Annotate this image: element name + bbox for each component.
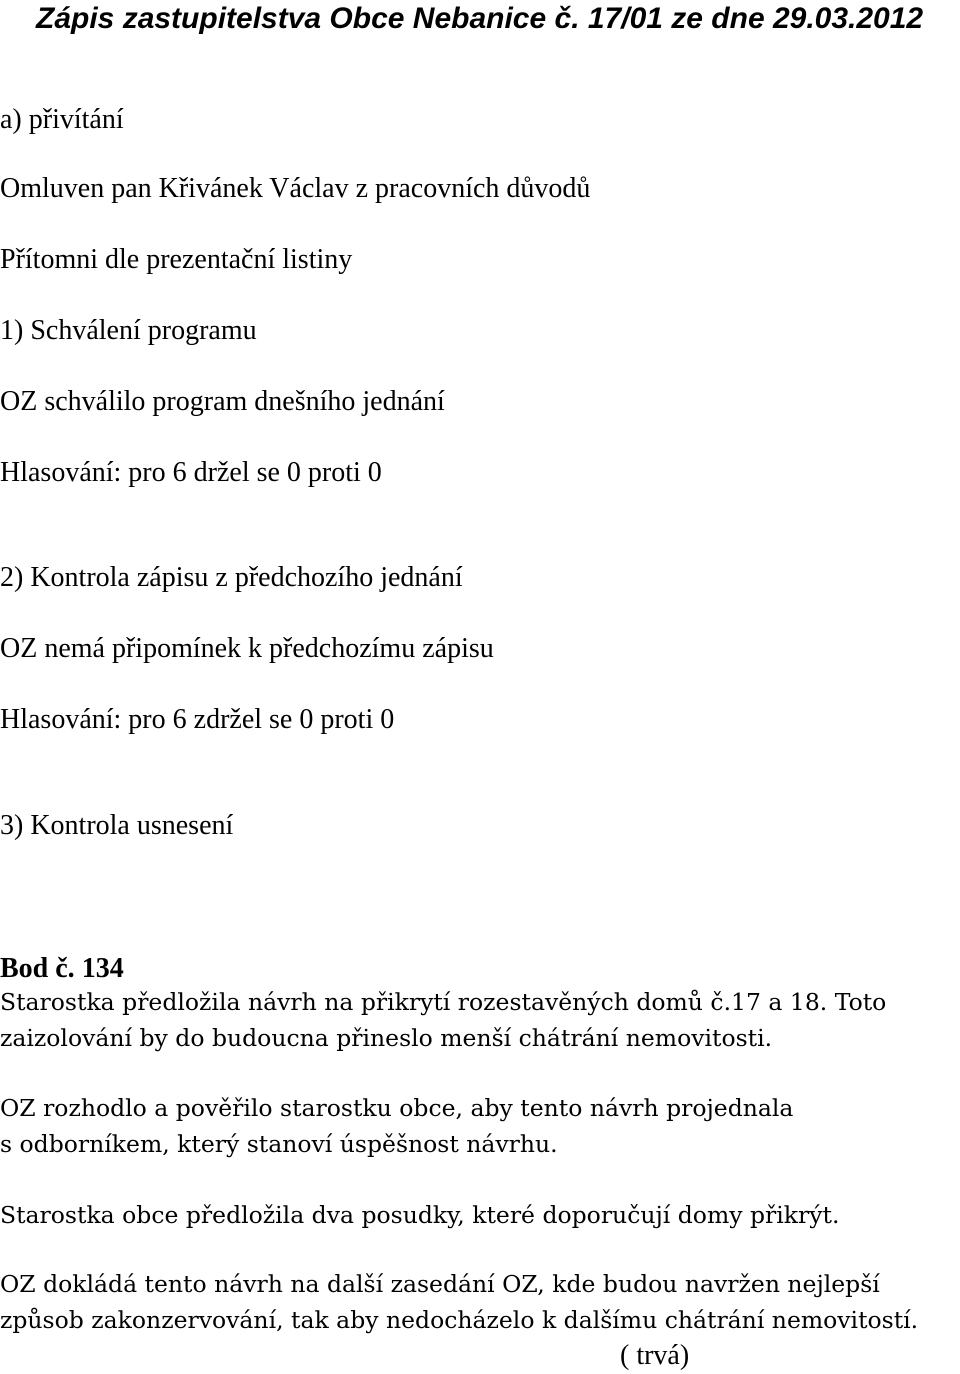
paragraph-line-6: OZ dokládá tento návrh na další zasedání OZ, kde budou navržen nejlepší [0, 1270, 880, 1298]
paragraph-line-2: zaizolování by do budoucna přineslo menší chátrání nemovitosti. [0, 1024, 773, 1052]
no-comments-text: OZ nemá připomínek k předchozímu zápisu [0, 633, 494, 664]
excused-member-text: Omluven pan Křivánek Václav z pracovních důvodů [0, 173, 591, 204]
resolution-point-prefix: Bod č. [0, 953, 75, 984]
vote-result-2: Hlasování: pro 6 zdržel se 0 proti 0 [0, 704, 395, 735]
vote-result-1: Hlasování: pro 6 držel se 0 proti 0 [0, 457, 382, 488]
paragraph-line-4: s odborníkem, který stanoví úspěšnost návrhu. [0, 1130, 558, 1158]
paragraph-line-3: OZ rozhodlo a pověřilo starostku obce, aby tento návrh projednala [0, 1094, 794, 1122]
program-approved-text: OZ schválilo program dnešního jednání [0, 386, 445, 417]
section-resolution-check: 3) Kontrola usnesení [0, 810, 234, 841]
attendance-text: Přítomni dle prezentační listiny [0, 244, 353, 275]
paragraph-line-5: Starostka obce předložila dva posudky, které doporučují domy přikrýt. [0, 1201, 840, 1229]
continuation-marker: ( trvá) [620, 1340, 690, 1371]
document-title: Zápis zastupitelstva Obce Nebanice č. 17/01 ze dne 29.03.2012 [36, 2, 924, 35]
resolution-point-number: 134 [81, 953, 124, 984]
section-welcome: a) přivítání [0, 104, 124, 135]
section-program-approval: 1) Schválení programu [0, 315, 257, 346]
resolution-point-heading [0, 951, 124, 987]
paragraph-line-1: Starostka předložila návrh na přikrytí rozestavěných domů č.17 a 18. Toto [0, 988, 887, 1016]
section-previous-minutes: 2) Kontrola zápisu z předchozího jednání [0, 562, 463, 593]
paragraph-line-7: způsob zakonzervování, tak aby nedocházelo k dalšímu chátrání nemovitostí. [0, 1306, 919, 1334]
